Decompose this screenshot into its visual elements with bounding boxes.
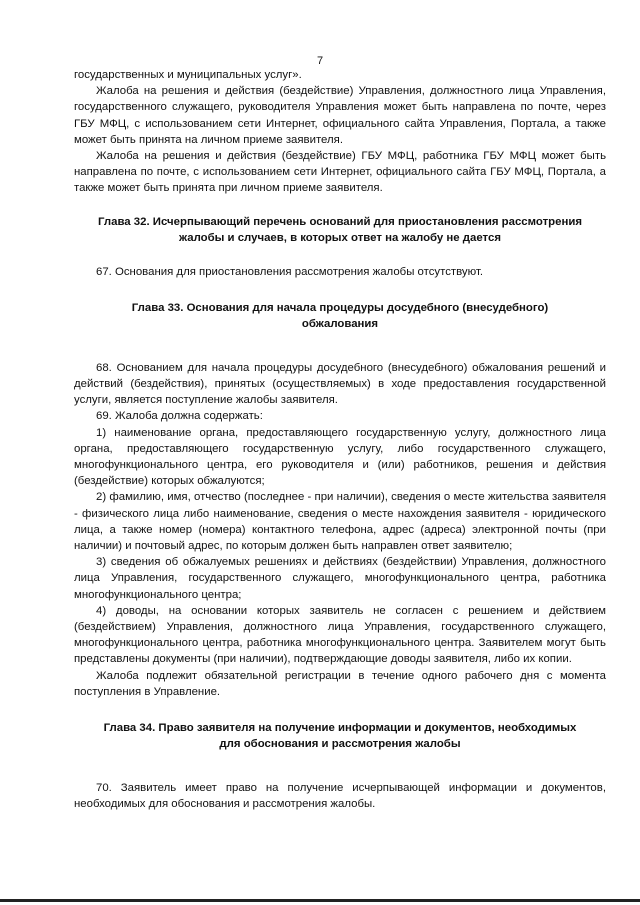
document-body <box>74 54 606 813</box>
paragraph-69: 69. Жалоба должна содержать: <box>96 410 263 423</box>
list-item-4: 4) доводы, на основании которых заявитель не согласен с решением и действием (бездействием) Управления, должностного лица Управления, государственного служащего, многофункционального центра, работника многофункционального центра. Заявителем могут быть представлены документы (при наличии), подтверждающие доводы заявителя, либо их копии. <box>74 604 606 666</box>
paragraph-67: 67. Основания для приостановления рассмотрения жалобы отсутствуют. <box>96 265 484 278</box>
list-item-1: 1) наименование органа, предоставляющего государственную услугу, должностного лица органа, предоставляющего государственную услугу, либо государственного служащего, многофункционального центра, его руководителя и (или) работников, решения и действия (бездействие) которых обжалуются; <box>74 426 606 488</box>
paragraph-continuation: государственных и муниципальных услуг». <box>74 69 302 81</box>
chapter-33-title: Глава 33. Основания для начала процедуры досудебного (внесудебного) обжалования <box>131 301 549 330</box>
paragraph-complaint-management: Жалоба на решения и действия (бездействие) Управления, должностного лица Управления, государственного служащего, руководителя Управления может быть направлена по почте, через ГБУ МФЦ, с использованием сети Интернет, официального сайта Управления, Портала, а также может быть принята на личном приеме заявителя. <box>74 85 606 146</box>
list-item-2: 2) фамилию, имя, отчество (последнее - при наличии), сведения о месте жительства заявителя - физического лица либо наименование, сведения о месте нахождения заявителя - юридического лица, а также номер (номера) контактного телефона, адрес (адреса) электронной почты (при наличии) и почтовый адрес, по которым должен быть направлен ответ заявителю; <box>74 491 606 553</box>
paragraph-68: 68. Основанием для начала процедуры досудебного (внесудебного) обжалования решений и действий (бездействия), принятых (осуществляемых) в ходе предоставления государственной услуги, является поступление жалобы заявителя. <box>74 361 606 407</box>
chapter-32-title: Глава 32. Исчерпывающий перечень оснований для приостановления рассмотрения жалобы и случаев, в которых ответ на жалобу не дается <box>98 215 582 244</box>
bottom-border-line <box>0 899 640 902</box>
paragraph-registration: Жалоба подлежит обязательной регистрации в течение одного рабочего дня с момента поступления в Управление. <box>74 669 606 698</box>
paragraph-complaint-mfc: Жалоба на решения и действия (бездействие) ГБУ МФЦ, работника ГБУ МФЦ может быть направлена по почте, с использованием сети Интернет, официального сайта ГБУ МФЦ, Портала, а также может быть принята при личном приеме заявителя. <box>74 150 606 195</box>
chapter-34-title: Глава 34. Право заявителя на получение информации и документов, необходимых для обоснования и рассмотрения жалобы <box>103 722 577 751</box>
paragraph-70: 70. Заявитель имеет право на получение исчерпывающей информации и документов, необходимых для обоснования и рассмотрения жалобы. <box>74 782 606 811</box>
page-number: 7 <box>316 55 324 67</box>
list-item-3: 3) сведения об обжалуемых решениях и действиях (бездействии) Управления, должностного лица Управления, государственного служащего, многофункционального центра, работника многофункционального центра; <box>74 556 606 601</box>
